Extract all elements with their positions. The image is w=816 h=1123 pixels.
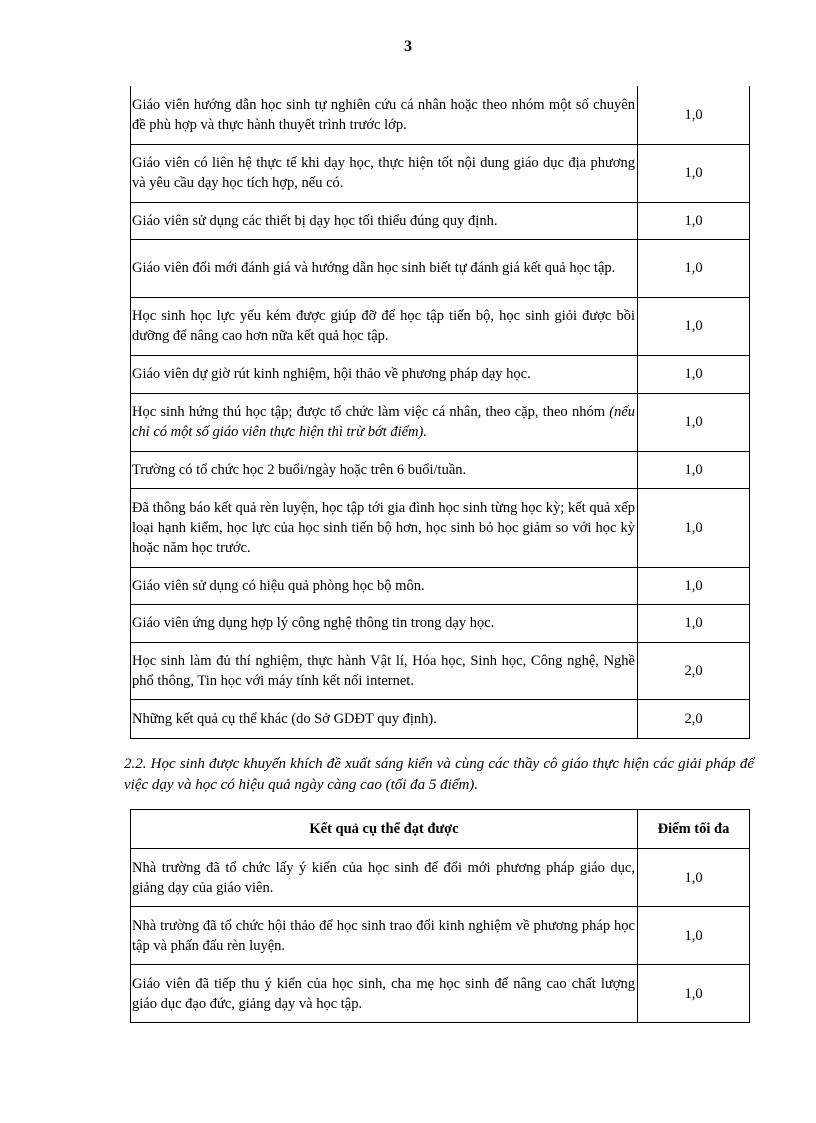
table-row	[131, 488, 750, 567]
table-row	[131, 355, 750, 393]
criterion-text: Giáo viên sử dụng có hiệu quả phòng học bộ môn.	[131, 567, 638, 604]
criterion-text	[131, 393, 638, 451]
result-score: 1,0	[638, 849, 750, 907]
table-row	[131, 965, 750, 1023]
table-row	[131, 451, 750, 488]
criterion-text: Đã thông báo kết quả rèn luyện, học tập tới gia đình học sinh từng học kỳ; kết quả xếp loại hạnh kiểm, học lực của học sinh tiến bộ hơn, học sinh bỏ học giảm so với học kỳ hoặc năm học trước.	[131, 488, 638, 567]
result-text: Nhà trường đã tổ chức hội thảo để học sinh trao đổi kinh nghiệm về phương pháp học tập và phấn đấu rèn luyện.	[131, 907, 638, 965]
criterion-score: 1,0	[638, 451, 750, 488]
criterion-text: Giáo viên sử dụng các thiết bị dạy học tối thiểu đúng quy định.	[131, 202, 638, 239]
table-row	[131, 567, 750, 604]
criterion-text: Giáo viên dự giờ rút kinh nghiệm, hội thảo về phương pháp dạy học.	[131, 355, 638, 393]
criterion-score: 1,0	[638, 297, 750, 355]
criteria-table-continued	[130, 86, 750, 739]
table-row	[131, 849, 750, 907]
table-row	[131, 144, 750, 202]
result-text: Nhà trường đã tổ chức lấy ý kiến của học sinh để đổi mới phương pháp giáo dục, giảng dạy của giáo viên.	[131, 849, 638, 907]
criterion-text-main: Học sinh hứng thú học tập; được tổ chức làm việc cá nhân, theo cặp, theo nhóm	[132, 404, 610, 420]
criterion-text: Những kết quả cụ thể khác (do Sở GDĐT quy định).	[131, 699, 638, 738]
criterion-score: 2,0	[638, 642, 750, 699]
result-text: Giáo viên đã tiếp thu ý kiến của học sinh, cha mẹ học sinh để nâng cao chất lượng giáo dục đạo đức, giảng dạy và học tập.	[131, 965, 638, 1023]
table-row	[131, 393, 750, 451]
criterion-note: (nếu chỉ có một số giáo viên thực hiện thì trừ bớt điểm).	[132, 404, 635, 440]
table-row	[131, 907, 750, 965]
table-row	[131, 297, 750, 355]
criterion-text: Trường có tổ chức học 2 buổi/ngày hoặc trên 6 buổi/tuần.	[131, 451, 638, 488]
criterion-score: 1,0	[638, 567, 750, 604]
criterion-text: Giáo viên có liên hệ thực tế khi dạy học, thực hiện tốt nội dung giáo dục địa phương và yêu cầu dạy học tích hợp, nếu có.	[131, 144, 638, 202]
criterion-score: 1,0	[638, 202, 750, 239]
table-row	[131, 604, 750, 642]
criterion-text: Giáo viên ứng dụng hợp lý công nghệ thông tin trong dạy học.	[131, 604, 638, 642]
table-row	[131, 86, 750, 144]
criterion-text: Học sinh làm đủ thí nghiệm, thực hành Vật lí, Hóa học, Sinh học, Công nghệ, Nghề phổ thông, Tin học với máy tính kết nối internet.	[131, 642, 638, 699]
criterion-score: 1,0	[638, 144, 750, 202]
table-row	[131, 642, 750, 699]
criterion-score: 1,0	[638, 355, 750, 393]
table-row	[131, 202, 750, 239]
criterion-score: 1,0	[638, 604, 750, 642]
result-score: 1,0	[638, 965, 750, 1023]
criterion-text: Giáo viên hướng dẫn học sinh tự nghiên cứu cá nhân hoặc theo nhóm một số chuyên đề phù hợp và thực hành thuyết trình trước lớp.	[131, 86, 638, 144]
criterion-score: 1,0	[638, 86, 750, 144]
section-heading: 2.2. Học sinh được khuyến khích đề xuất sáng kiến và cùng các thầy cô giáo thực hiện các giải pháp để việc dạy và học có hiệu quả ngày càng cao (tối đa 5 điểm).	[124, 756, 754, 793]
table-row	[131, 239, 750, 297]
criterion-text: Học sinh học lực yếu kém được giúp đỡ để học tập tiến bộ, học sinh giỏi được bồi dưỡng để nâng cao hơn nữa kết quả học tập.	[131, 297, 638, 355]
column-header-result: Kết quả cụ thể đạt được	[131, 810, 638, 849]
column-header-max-score: Điểm tối đa	[638, 810, 750, 849]
criterion-score: 1,0	[638, 488, 750, 567]
criterion-score: 2,0	[638, 699, 750, 738]
page-number: 3	[404, 38, 412, 55]
student-initiative-table	[130, 809, 750, 1023]
table-row	[131, 699, 750, 738]
table-header-row	[131, 810, 750, 849]
result-score: 1,0	[638, 907, 750, 965]
criterion-score: 1,0	[638, 239, 750, 297]
criterion-text: Giáo viên đổi mới đánh giá và hướng dẫn học sinh biết tự đánh giá kết quả học tập.	[131, 239, 638, 297]
criterion-score: 1,0	[638, 393, 750, 451]
